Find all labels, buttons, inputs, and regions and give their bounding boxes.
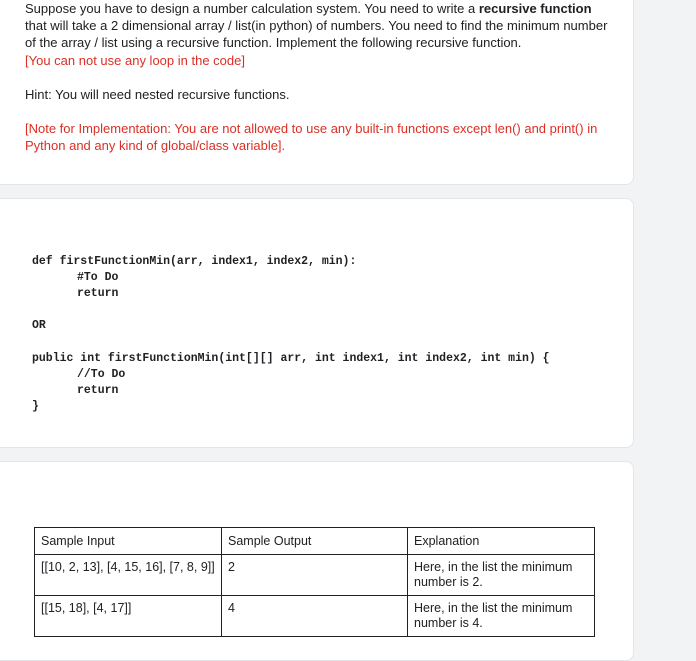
table-header-row	[35, 528, 595, 555]
sample-input-cell: [[15, 18], [4, 17]]	[35, 596, 222, 637]
java-closing-brace: }	[32, 400, 39, 413]
sample-output-cell: 4	[222, 596, 408, 637]
sample-input-cell: [[10, 2, 13], [4, 15, 16], [7, 8, 9]]	[35, 555, 222, 596]
explanation-cell: Here, in the list the minimum number is 2.	[408, 555, 595, 596]
header-sample-input: Sample Input	[35, 528, 222, 555]
python-return: return	[77, 287, 119, 300]
description-text-cont: that will take a 2 dimensional array / list(in python) of numbers. You need to find the minimum number of the array / list using a recursive function. Implement the following recursive function.	[25, 18, 608, 50]
hint-text: Hint: You will need nested recursive functions.	[25, 87, 290, 102]
code-card	[0, 198, 634, 448]
implementation-note: [Note for Implementation: You are not allowed to use any built-in functions except len() and print() in Python and any kind of global/class variable].	[25, 121, 598, 153]
table-row	[35, 555, 595, 596]
or-label: OR	[32, 319, 46, 332]
description-bold-text: recursive function	[478, 1, 592, 16]
python-todo-comment: #To Do	[77, 271, 119, 284]
header-explanation: Explanation	[408, 528, 595, 555]
no-loop-rule: [You can not use any loop in the code]	[25, 53, 245, 68]
java-return: return	[77, 384, 119, 397]
table-row	[35, 596, 595, 637]
python-signature: def firstFunctionMin(arr, index1, index2, min):	[32, 255, 357, 268]
header-sample-output: Sample Output	[222, 528, 408, 555]
samples-table	[34, 527, 595, 637]
sample-output-cell: 2	[222, 555, 408, 596]
java-signature: public int firstFunctionMin(int[][] arr, int index1, int index2, int min) {	[32, 352, 550, 365]
explanation-cell: Here, in the list the minimum number is 4.	[408, 596, 595, 637]
java-todo-comment: //To Do	[77, 368, 126, 381]
problem-description	[25, 0, 615, 51]
description-text: Suppose you have to design a number calculation system. You need to write a	[25, 1, 479, 16]
